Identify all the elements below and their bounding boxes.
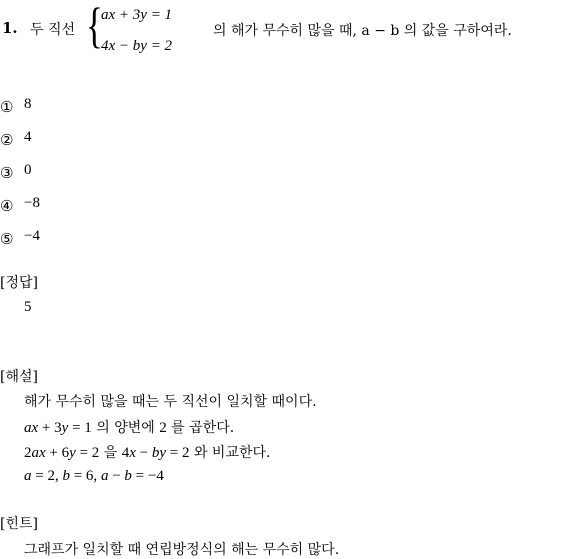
question-number: 1. xyxy=(2,19,18,37)
hint-label: [힌트] xyxy=(0,516,38,532)
explanation-line-1: 해가 무수히 많을 때는 두 직선이 일치할 때이다. xyxy=(24,394,317,410)
explanation-label: [해설] xyxy=(0,369,38,385)
explanation-line-2: ax + 3y = 1 의 양변에 2 를 곱한다. xyxy=(24,420,235,436)
option-value-1: 8 xyxy=(24,96,32,112)
system-equation-1: ax + 3y = 1 xyxy=(101,7,173,23)
option-marker-4: ④ xyxy=(0,197,14,215)
option-marker-5: ⑤ xyxy=(0,230,14,248)
question-prefix: 두 직선 xyxy=(30,22,76,38)
option-value-2: 4 xyxy=(24,129,32,145)
answer-value: 5 xyxy=(24,299,32,315)
system-brace: { xyxy=(86,0,103,53)
explanation-line-3: 2ax + 6y = 2 을 4x − by = 2 와 비교한다. xyxy=(24,445,271,461)
option-marker-1: ① xyxy=(0,98,14,116)
hint-text: 그래프가 일치할 때 연립방정식의 해는 무수히 많다. xyxy=(24,542,340,558)
option-value-4: −8 xyxy=(24,195,40,211)
option-value-3: 0 xyxy=(24,162,32,178)
option-marker-3: ③ xyxy=(0,164,14,182)
option-marker-2: ② xyxy=(0,131,14,149)
explanation-line-4: a = 2, b = 6, a − b = −4 xyxy=(24,468,164,484)
system-equation-2: 4x − by = 2 xyxy=(101,38,173,54)
question-suffix: 의 해가 무수히 많을 때, a − b 의 값을 구하여라. xyxy=(213,23,512,39)
answer-label: [정답] xyxy=(0,275,38,291)
option-value-5: −4 xyxy=(24,228,40,244)
